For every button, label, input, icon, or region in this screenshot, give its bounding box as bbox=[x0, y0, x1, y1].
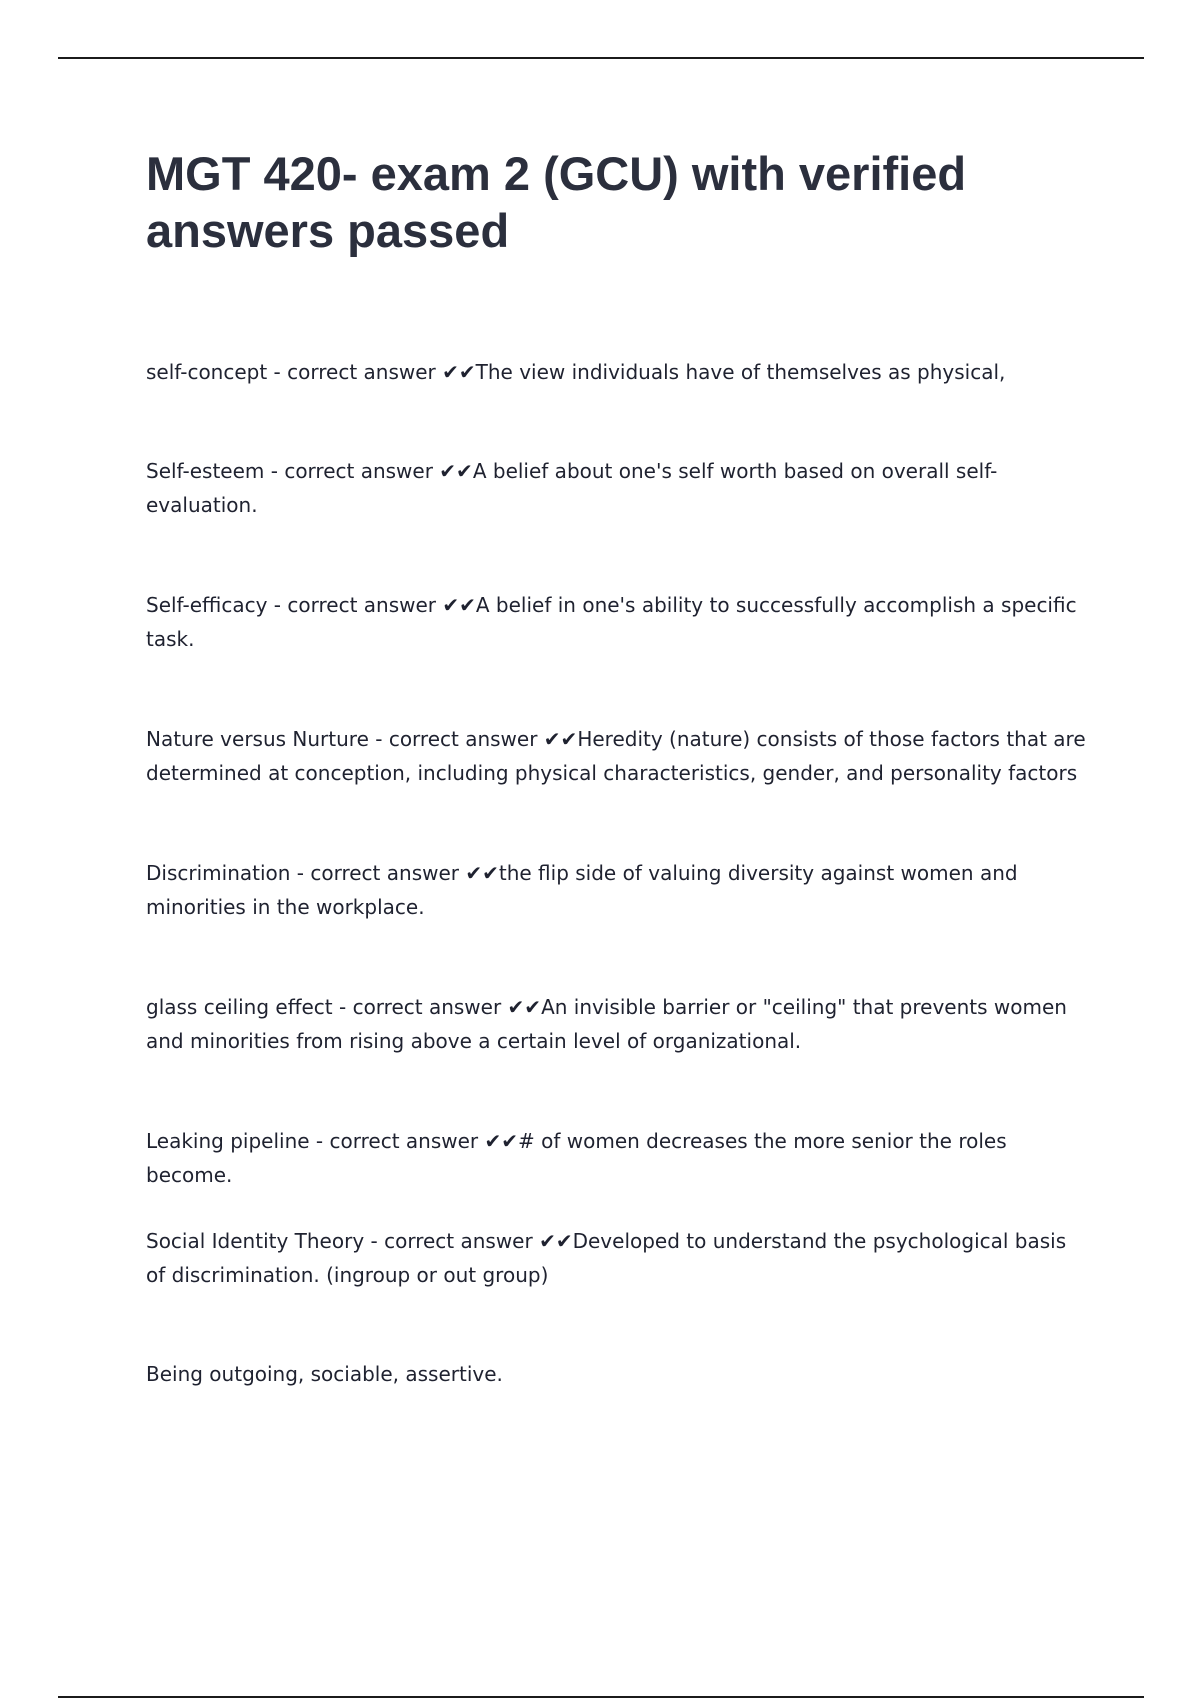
entry-answer: A belief in one's ability to successfully accomplish a specific task. bbox=[146, 593, 1077, 651]
entry-term: Social Identity Theory bbox=[146, 1229, 365, 1253]
qa-entry bbox=[146, 990, 1086, 1058]
entry-separator: - correct answer ✔✔ bbox=[364, 1229, 573, 1253]
bottom-divider bbox=[58, 1696, 1144, 1698]
entry-term: Nature versus Nurture bbox=[146, 727, 369, 751]
entry-term: Self-esteem bbox=[146, 459, 265, 483]
entry-answer: Developed to understand the psychological basis of discrimination. (ingroup or out group) bbox=[146, 1229, 1067, 1287]
qa-entry bbox=[146, 856, 1086, 924]
qa-entry bbox=[146, 1224, 1086, 1292]
entry-separator: - correct answer ✔✔ bbox=[309, 1129, 519, 1153]
entry-answer: the flip side of valuing diversity against women and minorities in the workplace. bbox=[146, 861, 1018, 919]
entry-separator: - correct answer ✔✔ bbox=[290, 861, 499, 885]
entry-separator: - correct answer ✔✔ bbox=[267, 360, 476, 384]
entry-separator: - correct answer ✔✔ bbox=[264, 459, 473, 483]
qa-entry bbox=[146, 1124, 1086, 1192]
entry-answer: A belief about one's self worth based on overall self-evaluation. bbox=[146, 459, 998, 517]
entry-separator: - correct answer ✔✔ bbox=[267, 593, 476, 617]
entry-term: glass ceiling effect bbox=[146, 995, 333, 1019]
top-divider bbox=[58, 57, 1144, 59]
entry-term: Discrimination bbox=[146, 861, 291, 885]
qa-entry bbox=[146, 355, 1005, 389]
entry-answer: The view individuals have of themselves as physical, bbox=[475, 360, 1006, 384]
entry-separator: - correct answer ✔✔ bbox=[332, 995, 542, 1019]
entry-separator: - correct answer ✔✔ bbox=[368, 727, 578, 751]
qa-entry bbox=[146, 722, 1086, 790]
entry-term: self-concept bbox=[146, 360, 268, 384]
entry-term: Leaking pipeline bbox=[146, 1129, 310, 1153]
document-title: MGT 420- exam 2 (GCU) with verified answers passed bbox=[146, 147, 967, 257]
entry-term: Self-efficacy bbox=[146, 593, 268, 617]
qa-entry bbox=[146, 454, 1086, 522]
entry-answer: Heredity (nature) consists of those factors that are determined at conception, including physical characteristics, gender, and personality factors bbox=[146, 727, 1086, 785]
entry-answer: # of women decreases the more senior the roles become. bbox=[146, 1129, 1007, 1187]
trailing-text: Being outgoing, sociable, assertive. bbox=[146, 1362, 503, 1386]
qa-entry bbox=[146, 588, 1086, 656]
entry-answer: An invisible barrier or "ceiling" that prevents women and minorities from rising above a certain level of organizational. bbox=[146, 995, 1067, 1053]
